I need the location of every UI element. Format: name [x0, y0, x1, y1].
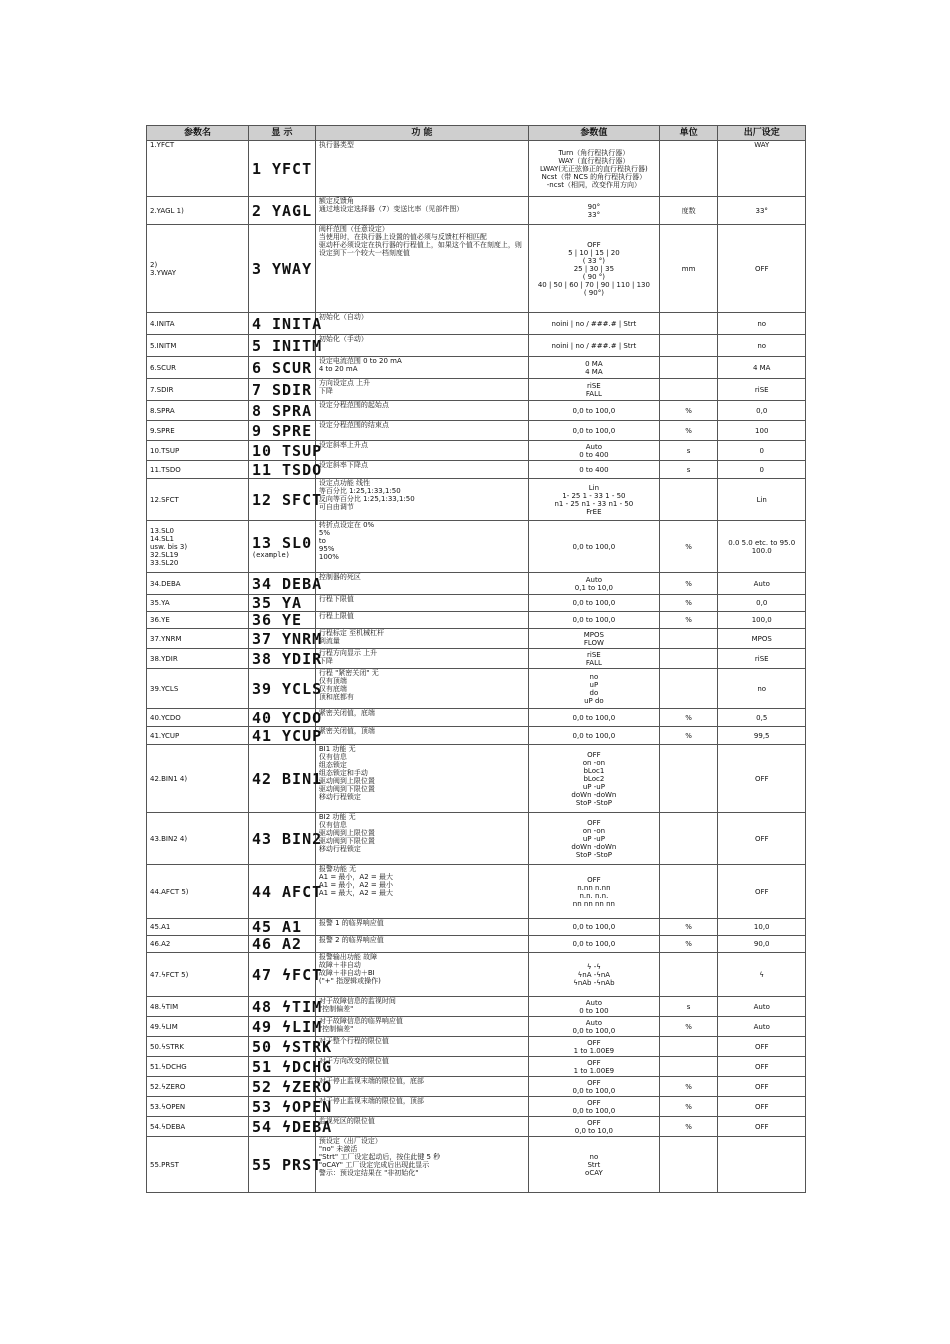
display-cell — [248, 1137, 323, 1193]
table-row — [147, 479, 806, 521]
function-cell: 行程方向显示 上升 下降 — [315, 649, 528, 669]
function-cell: 设定分程范围的结束点 — [315, 421, 528, 441]
lcd-display-text: 40 YCDO — [251, 708, 323, 727]
param-name-cell: 2) 3.YWAY — [147, 225, 249, 313]
value-cell: Auto 0 to 100 — [529, 997, 660, 1017]
lcd-display-text: 13 SL0 — [251, 533, 313, 552]
value-cell: OFF 0,0 to 10,0 — [529, 1117, 660, 1137]
display-cell — [248, 629, 323, 649]
display-cell — [248, 1117, 333, 1137]
display-cell — [248, 1077, 333, 1097]
param-name-cell: 54.ϟDEBA — [147, 1117, 249, 1137]
unit-cell: 度数 — [659, 197, 718, 225]
param-name-cell: 10.TSUP — [147, 441, 249, 461]
lcd-display-text: 45 A1 — [251, 918, 303, 936]
function-cell: 行程上限值 — [315, 612, 528, 629]
lcd-display-text: 51 ϟDCHG — [251, 1057, 333, 1076]
value-cell: 0 to 400 — [529, 461, 660, 479]
lcd-display-text: 9 SPRE — [251, 421, 313, 440]
display-cell — [248, 1017, 323, 1037]
display-cell — [248, 1097, 333, 1117]
display-cell — [248, 225, 315, 313]
function-cell: 设定斜率下降点 — [315, 461, 528, 479]
table-row — [147, 1117, 806, 1137]
table-row — [147, 745, 806, 813]
default-cell: WAY — [718, 141, 806, 197]
param-name-cell: 11.TSDO — [147, 461, 249, 479]
display-cell — [248, 335, 323, 357]
param-name-cell: 50.ϟSTRK — [147, 1037, 249, 1057]
lcd-display-text: 12 SFCT — [251, 490, 323, 509]
function-cell: 报警 2 的临界响应值 — [315, 936, 528, 953]
function-cell: 行程下限值 — [315, 595, 528, 612]
header-display: 显 示 — [248, 126, 315, 141]
default-cell: 0,0 — [718, 595, 806, 612]
unit-cell: % — [659, 919, 718, 936]
param-name-cell: 49.ϟLIM — [147, 1017, 249, 1037]
value-cell: Lin 1- 25 1 - 33 1 - 50 n1 - 25 n1 - 33 n1 - 50 FrEE — [529, 479, 660, 521]
display-cell — [248, 669, 323, 709]
lcd-display-text: 52 ϟZERO — [251, 1077, 333, 1096]
lcd-display-text: 1 YFCT — [251, 159, 313, 178]
lcd-display-text: 53 ϟOPEN — [251, 1097, 333, 1116]
display-cell — [248, 595, 315, 612]
value-cell: noini | no / ###.# | Strt — [529, 313, 660, 335]
default-cell: Auto — [718, 573, 806, 595]
table-row — [147, 197, 806, 225]
value-cell: 0,0 to 100,0 — [529, 936, 660, 953]
param-name-cell: 4.INITA — [147, 313, 249, 335]
header-param-name: 参数名 — [147, 126, 249, 141]
default-cell: MPOS — [718, 629, 806, 649]
display-cell — [248, 357, 315, 379]
unit-cell — [659, 953, 718, 997]
table-row — [147, 1037, 806, 1057]
default-cell: OFF — [718, 865, 806, 919]
table-row — [147, 709, 806, 727]
table-row — [147, 1097, 806, 1117]
lcd-display-text: 38 YDIR — [251, 649, 323, 668]
table-row — [147, 727, 806, 745]
unit-cell: % — [659, 612, 718, 629]
value-cell: riSE FALL — [529, 379, 660, 401]
default-cell: Auto — [718, 997, 806, 1017]
lcd-display-text: 49 ϟLIM — [251, 1017, 323, 1036]
function-cell: 对于故障信息的监视时间 "控制偏差" — [315, 997, 528, 1017]
value-cell: OFF 5 | 10 | 15 | 20 ( 33 °) 25 | 30 | 35 ( 90 °) 40 | 50 | 60 | 70 | 90 | 110 | 130 ( 90°) — [529, 225, 660, 313]
table-row — [147, 919, 806, 936]
default-cell: no — [718, 335, 806, 357]
unit-cell — [659, 813, 718, 865]
value-cell: 0,0 to 100,0 — [529, 919, 660, 936]
param-name-cell: 38.YDIR — [147, 649, 249, 669]
function-cell: 报警输出功能 故障 故障＋非自动 故障＋非自动＋BI ("+" 指逻辑或操作) — [315, 953, 528, 997]
value-cell: Auto 0,1 to 10,0 — [529, 573, 660, 595]
table-row — [147, 141, 806, 197]
unit-cell — [659, 1137, 718, 1193]
table-row — [147, 953, 806, 997]
table-row — [147, 997, 806, 1017]
value-cell: OFF on -on bLoc1 bLoc2 uP -uP doWn -doWn StoP -StoP — [529, 745, 660, 813]
default-cell: OFF — [718, 1037, 806, 1057]
table-row — [147, 521, 806, 573]
table-row — [147, 421, 806, 441]
table-row — [147, 1017, 806, 1037]
unit-cell: % — [659, 1097, 718, 1117]
function-cell: 转折点设定在 0% 5% to 95% 100% — [315, 521, 528, 573]
unit-cell — [659, 629, 718, 649]
param-name-cell: 13.SL0 14.SL1 usw. bis 3) 32.SL19 33.SL20 — [147, 521, 249, 573]
default-cell: OFF — [718, 225, 806, 313]
function-cell: 报警功能 无 A1 = 最小，A2 = 最大 A1 = 最小，A2 = 最小 A1 = 最大，A2 = 最大 — [315, 865, 528, 919]
unit-cell: % — [659, 573, 718, 595]
display-cell — [248, 141, 315, 197]
value-cell: 90° 33° — [529, 197, 660, 225]
lcd-display-text: 6 SCUR — [251, 358, 313, 377]
unit-cell — [659, 865, 718, 919]
lcd-display-text: 36 YE — [251, 611, 303, 629]
display-cell — [248, 479, 323, 521]
function-cell: 行程 "紧密关闭" 无 仅有顶端 仅有底端 顶和底都有 — [315, 669, 528, 709]
lcd-display-text: 43 BIN2 — [251, 829, 323, 848]
param-name-cell: 39.YCLS — [147, 669, 249, 709]
default-cell: OFF — [718, 745, 806, 813]
param-name-cell: 55.PRST — [147, 1137, 249, 1193]
param-name-cell: 35.YA — [147, 595, 249, 612]
param-name-cell: 9.SPRE — [147, 421, 249, 441]
display-cell — [248, 953, 323, 997]
function-cell: 方向设定点 上升 下降 — [315, 379, 528, 401]
function-cell: 设定分程范围的起始点 — [315, 401, 528, 421]
function-cell: 对于整个行程的限位值 — [315, 1037, 528, 1057]
table-row — [147, 225, 806, 313]
param-name-cell: 1.YFCT — [147, 141, 249, 197]
function-cell: 控制器的死区 — [315, 573, 528, 595]
display-cell — [248, 919, 315, 936]
function-cell: 设定点功能 线性 等百分比 1:25,1:33,1:50 反向等百分比 1:25,1:33,1:50 可自由调节 — [315, 479, 528, 521]
value-cell: 0,0 to 100,0 — [529, 709, 660, 727]
table-row — [147, 313, 806, 335]
function-cell: 对于方向改变的限位值 — [315, 1057, 528, 1077]
param-name-cell: 45.A1 — [147, 919, 249, 936]
function-cell: 行程标定 至机械杠杆 到流量 — [315, 629, 528, 649]
table-row — [147, 865, 806, 919]
unit-cell: % — [659, 521, 718, 573]
display-cell — [248, 745, 323, 813]
function-cell: 设定电流范围 0 to 20 mA 4 to 20 mA — [315, 357, 528, 379]
unit-cell — [659, 379, 718, 401]
function-cell: 预设定（出厂设定） "no" 未激活 "Strt" 工厂设定起动后，按住此键 5 秒 "oCAY" 工厂设定完成后出现此显示 警示：预设定结果在 "非初始化" — [315, 1137, 528, 1193]
param-name-cell: 42.BIN1 4) — [147, 745, 249, 813]
function-cell: 初始化（手动） — [315, 335, 528, 357]
display-cell — [248, 313, 323, 335]
table-row — [147, 1137, 806, 1193]
value-cell: OFF 0,0 to 100,0 — [529, 1097, 660, 1117]
table-row — [147, 813, 806, 865]
default-cell: 4 MA — [718, 357, 806, 379]
default-cell: 0 — [718, 441, 806, 461]
unit-cell — [659, 479, 718, 521]
value-cell: ϟ -ϟ ϟnA -ϟnA ϟnAb -ϟnAb — [529, 953, 660, 997]
display-cell — [248, 813, 323, 865]
display-cell — [248, 936, 315, 953]
header-value: 参数值 — [529, 126, 660, 141]
lcd-display-text: 8 SPRA — [251, 401, 313, 420]
display-cell — [248, 401, 315, 421]
param-name-cell: 5.INITM — [147, 335, 249, 357]
table-row — [147, 335, 806, 357]
value-cell: MPOS FLOW — [529, 629, 660, 649]
default-cell: 0.0 5.0 etc. to 95.0 100.0 — [718, 521, 806, 573]
lcd-display-text: 46 A2 — [251, 935, 303, 953]
header-unit: 单位 — [659, 126, 718, 141]
lcd-display-text: 44 AFCT — [251, 882, 323, 901]
unit-cell — [659, 745, 718, 813]
value-cell: Turn（角行程执行器） WAY（直行程执行器） LWAY(无正弦修正的直行程执行器) Ncst（带 NCS 的角行程执行器） -ncst（相同，改变作用方向） — [529, 141, 660, 197]
unit-cell: s — [659, 461, 718, 479]
param-name-cell: 52.ϟZERO — [147, 1077, 249, 1097]
function-cell: 监视死区的限位值 — [315, 1117, 528, 1137]
lcd-display-text: 50 ϟSTRK — [251, 1037, 333, 1056]
default-cell: 0,5 — [718, 709, 806, 727]
unit-cell — [659, 357, 718, 379]
value-cell: 0,0 to 100,0 — [529, 401, 660, 421]
param-name-cell: 34.DEBA — [147, 573, 249, 595]
value-cell: 0,0 to 100,0 — [529, 727, 660, 745]
function-cell: BI2 功能 无 仅有信息 驱动阀到上限位置 驱动阀到下限位置 移动行程锁定 — [315, 813, 528, 865]
param-name-cell: 37.YNRM — [147, 629, 249, 649]
unit-cell: % — [659, 595, 718, 612]
lcd-display-text: 4 INITA — [251, 314, 323, 333]
function-cell: 报警 1 的临界响应值 — [315, 919, 528, 936]
lcd-display-text: 39 YCLS — [251, 679, 323, 698]
value-cell: Auto 0 to 400 — [529, 441, 660, 461]
value-cell: OFF n.nn n.nn n.n. n.n. nn nn nn nn — [529, 865, 660, 919]
param-name-cell: 53.ϟOPEN — [147, 1097, 249, 1117]
lcd-display-text: 55 PRST — [251, 1155, 323, 1174]
value-cell: OFF 1 to 1.00E9 — [529, 1057, 660, 1077]
value-cell: 0,0 to 100,0 — [529, 595, 660, 612]
value-cell: Auto 0,0 to 100,0 — [529, 1017, 660, 1037]
display-cell — [248, 612, 315, 629]
value-cell: OFF 0,0 to 100,0 — [529, 1077, 660, 1097]
value-cell: 0,0 to 100,0 — [529, 421, 660, 441]
default-cell: 100,0 — [718, 612, 806, 629]
display-cell — [248, 1057, 333, 1077]
lcd-display-text: 54 ϟDEBA — [251, 1117, 333, 1136]
parameter-table — [146, 125, 806, 1193]
display-cell — [248, 865, 323, 919]
table-row — [147, 1057, 806, 1077]
default-cell: Auto — [718, 1017, 806, 1037]
default-cell: OFF — [718, 813, 806, 865]
table-row — [147, 441, 806, 461]
value-cell: no uP do uP do — [529, 669, 660, 709]
header-function: 功 能 — [315, 126, 528, 141]
param-name-cell: 47.ϟFCT 5) — [147, 953, 249, 997]
param-name-cell: 6.SCUR — [147, 357, 249, 379]
default-cell: 0 — [718, 461, 806, 479]
default-cell: Lin — [718, 479, 806, 521]
unit-cell — [659, 649, 718, 669]
table-row — [147, 357, 806, 379]
table-row — [147, 612, 806, 629]
table-row — [147, 401, 806, 421]
param-name-cell: 36.YE — [147, 612, 249, 629]
header-default: 出厂设定 — [718, 126, 806, 141]
unit-cell: % — [659, 709, 718, 727]
unit-cell — [659, 141, 718, 197]
default-cell: 0,0 — [718, 401, 806, 421]
unit-cell — [659, 669, 718, 709]
param-name-cell: 48.ϟTIM — [147, 997, 249, 1017]
function-cell: BI1 功能 无 仅有信息 组态锁定 组态锁定和手动 驱动阀到上限位置 驱动阀到下限位置 移动行程锁定 — [315, 745, 528, 813]
default-cell: 99,5 — [718, 727, 806, 745]
table-row — [147, 649, 806, 669]
display-cell — [248, 708, 323, 727]
display-cell — [248, 460, 323, 479]
table-row — [147, 669, 806, 709]
value-cell: OFF on -on uP -uP doWn -doWn StoP -StoP — [529, 813, 660, 865]
display-note: (example) — [251, 550, 290, 559]
default-cell: riSE — [718, 379, 806, 401]
lcd-display-text: 48 ϟTIM — [251, 997, 323, 1016]
function-cell: 初始化（自动） — [315, 313, 528, 335]
table-row — [147, 936, 806, 953]
function-cell: 设定斜率上升点 — [315, 441, 528, 461]
unit-cell: % — [659, 727, 718, 745]
default-cell: OFF — [718, 1057, 806, 1077]
param-name-cell: 46.A2 — [147, 936, 249, 953]
value-cell: 0,0 to 100,0 — [529, 612, 660, 629]
function-cell: 紧密关闭值，顶端 — [315, 727, 528, 745]
lcd-display-text: 3 YWAY — [251, 259, 313, 278]
display-cell — [248, 521, 315, 573]
param-name-cell: 8.SPRA — [147, 401, 249, 421]
display-cell — [248, 649, 323, 669]
unit-cell: % — [659, 1077, 718, 1097]
display-cell — [248, 573, 323, 595]
function-cell: 紧密关闭值，底端 — [315, 709, 528, 727]
unit-cell — [659, 1037, 718, 1057]
default-cell: riSE — [718, 649, 806, 669]
function-cell: 对于故障信息的临界响应值 "控制偏差" — [315, 1017, 528, 1037]
function-cell: 执行器类型 — [315, 141, 528, 197]
param-name-cell: 41.YCUP — [147, 727, 249, 745]
lcd-display-text: 2 YAGL — [251, 201, 313, 220]
table-row — [147, 595, 806, 612]
function-cell: 阀杆范围（任意设定） 当使用时，在执行器上设置的值必须与反馈杠杆相匹配 驱动杆必须设定在执行器的行程值上，如果这个值不在刻度上，则设定到下一个较大一档刻度值 — [315, 225, 528, 313]
param-name-cell: 2.YAGL 1) — [147, 197, 249, 225]
unit-cell: s — [659, 441, 718, 461]
lcd-display-text: 41 YCUP — [251, 726, 323, 745]
default-cell: OFF — [718, 1117, 806, 1137]
lcd-display-text: 34 DEBA — [251, 574, 323, 593]
display-cell — [248, 726, 323, 745]
table-row — [147, 573, 806, 595]
table-row — [147, 379, 806, 401]
param-name-cell: 7.SDIR — [147, 379, 249, 401]
function-cell: 对于停止监视末端的限位值，底部 — [315, 1077, 528, 1097]
value-cell: 0,0 to 100,0 — [529, 521, 660, 573]
display-cell — [248, 441, 323, 461]
param-name-cell: 12.SFCT — [147, 479, 249, 521]
default-cell — [718, 1137, 806, 1193]
function-cell: 额定反馈角 通过地设定选择器（7）变送比率（见部件图） — [315, 197, 528, 225]
lcd-display-text: 7 SDIR — [251, 380, 313, 399]
unit-cell: % — [659, 936, 718, 953]
param-name-cell: 44.AFCT 5) — [147, 865, 249, 919]
lcd-display-text: 11 TSDO — [251, 460, 323, 479]
display-cell — [248, 421, 315, 441]
table-row — [147, 461, 806, 479]
default-cell: 90,0 — [718, 936, 806, 953]
unit-cell — [659, 1057, 718, 1077]
display-cell — [248, 197, 315, 225]
param-name-cell: 43.BIN2 4) — [147, 813, 249, 865]
value-cell: OFF 1 to 1.00E9 — [529, 1037, 660, 1057]
display-cell — [248, 1037, 333, 1057]
table-row — [147, 629, 806, 649]
unit-cell: % — [659, 1117, 718, 1137]
param-name-cell: 40.YCDO — [147, 709, 249, 727]
value-cell: riSE FALL — [529, 649, 660, 669]
lcd-display-text: 35 YA — [251, 594, 303, 612]
default-cell: 10,0 — [718, 919, 806, 936]
display-cell — [248, 379, 315, 401]
value-cell: 0 MA 4 MA — [529, 357, 660, 379]
unit-cell: % — [659, 421, 718, 441]
lcd-display-text: 42 BIN1 — [251, 769, 323, 788]
unit-cell: % — [659, 1017, 718, 1037]
function-cell: 对于停止监视末端的限位值，顶部 — [315, 1097, 528, 1117]
default-cell: OFF — [718, 1077, 806, 1097]
value-cell: noini | no / ###.# | Strt — [529, 335, 660, 357]
unit-cell — [659, 335, 718, 357]
unit-cell: % — [659, 401, 718, 421]
display-cell — [248, 997, 323, 1017]
value-cell: no Strt oCAY — [529, 1137, 660, 1193]
lcd-display-text: 37 YNRM — [251, 629, 323, 648]
unit-cell: mm — [659, 225, 718, 313]
default-cell: 100 — [718, 421, 806, 441]
param-name-cell: 51.ϟDCHG — [147, 1057, 249, 1077]
default-cell: ϟ — [718, 953, 806, 997]
lcd-display-text: 10 TSUP — [251, 441, 323, 460]
default-cell: no — [718, 313, 806, 335]
unit-cell — [659, 313, 718, 335]
default-cell: no — [718, 669, 806, 709]
lcd-display-text: 47 ϟFCT — [251, 965, 323, 984]
default-cell: 33° — [718, 197, 806, 225]
lcd-display-text: 5 INITM — [251, 336, 323, 355]
default-cell: OFF — [718, 1097, 806, 1117]
table-header-row — [147, 126, 806, 141]
table-row — [147, 1077, 806, 1097]
unit-cell: s — [659, 997, 718, 1017]
